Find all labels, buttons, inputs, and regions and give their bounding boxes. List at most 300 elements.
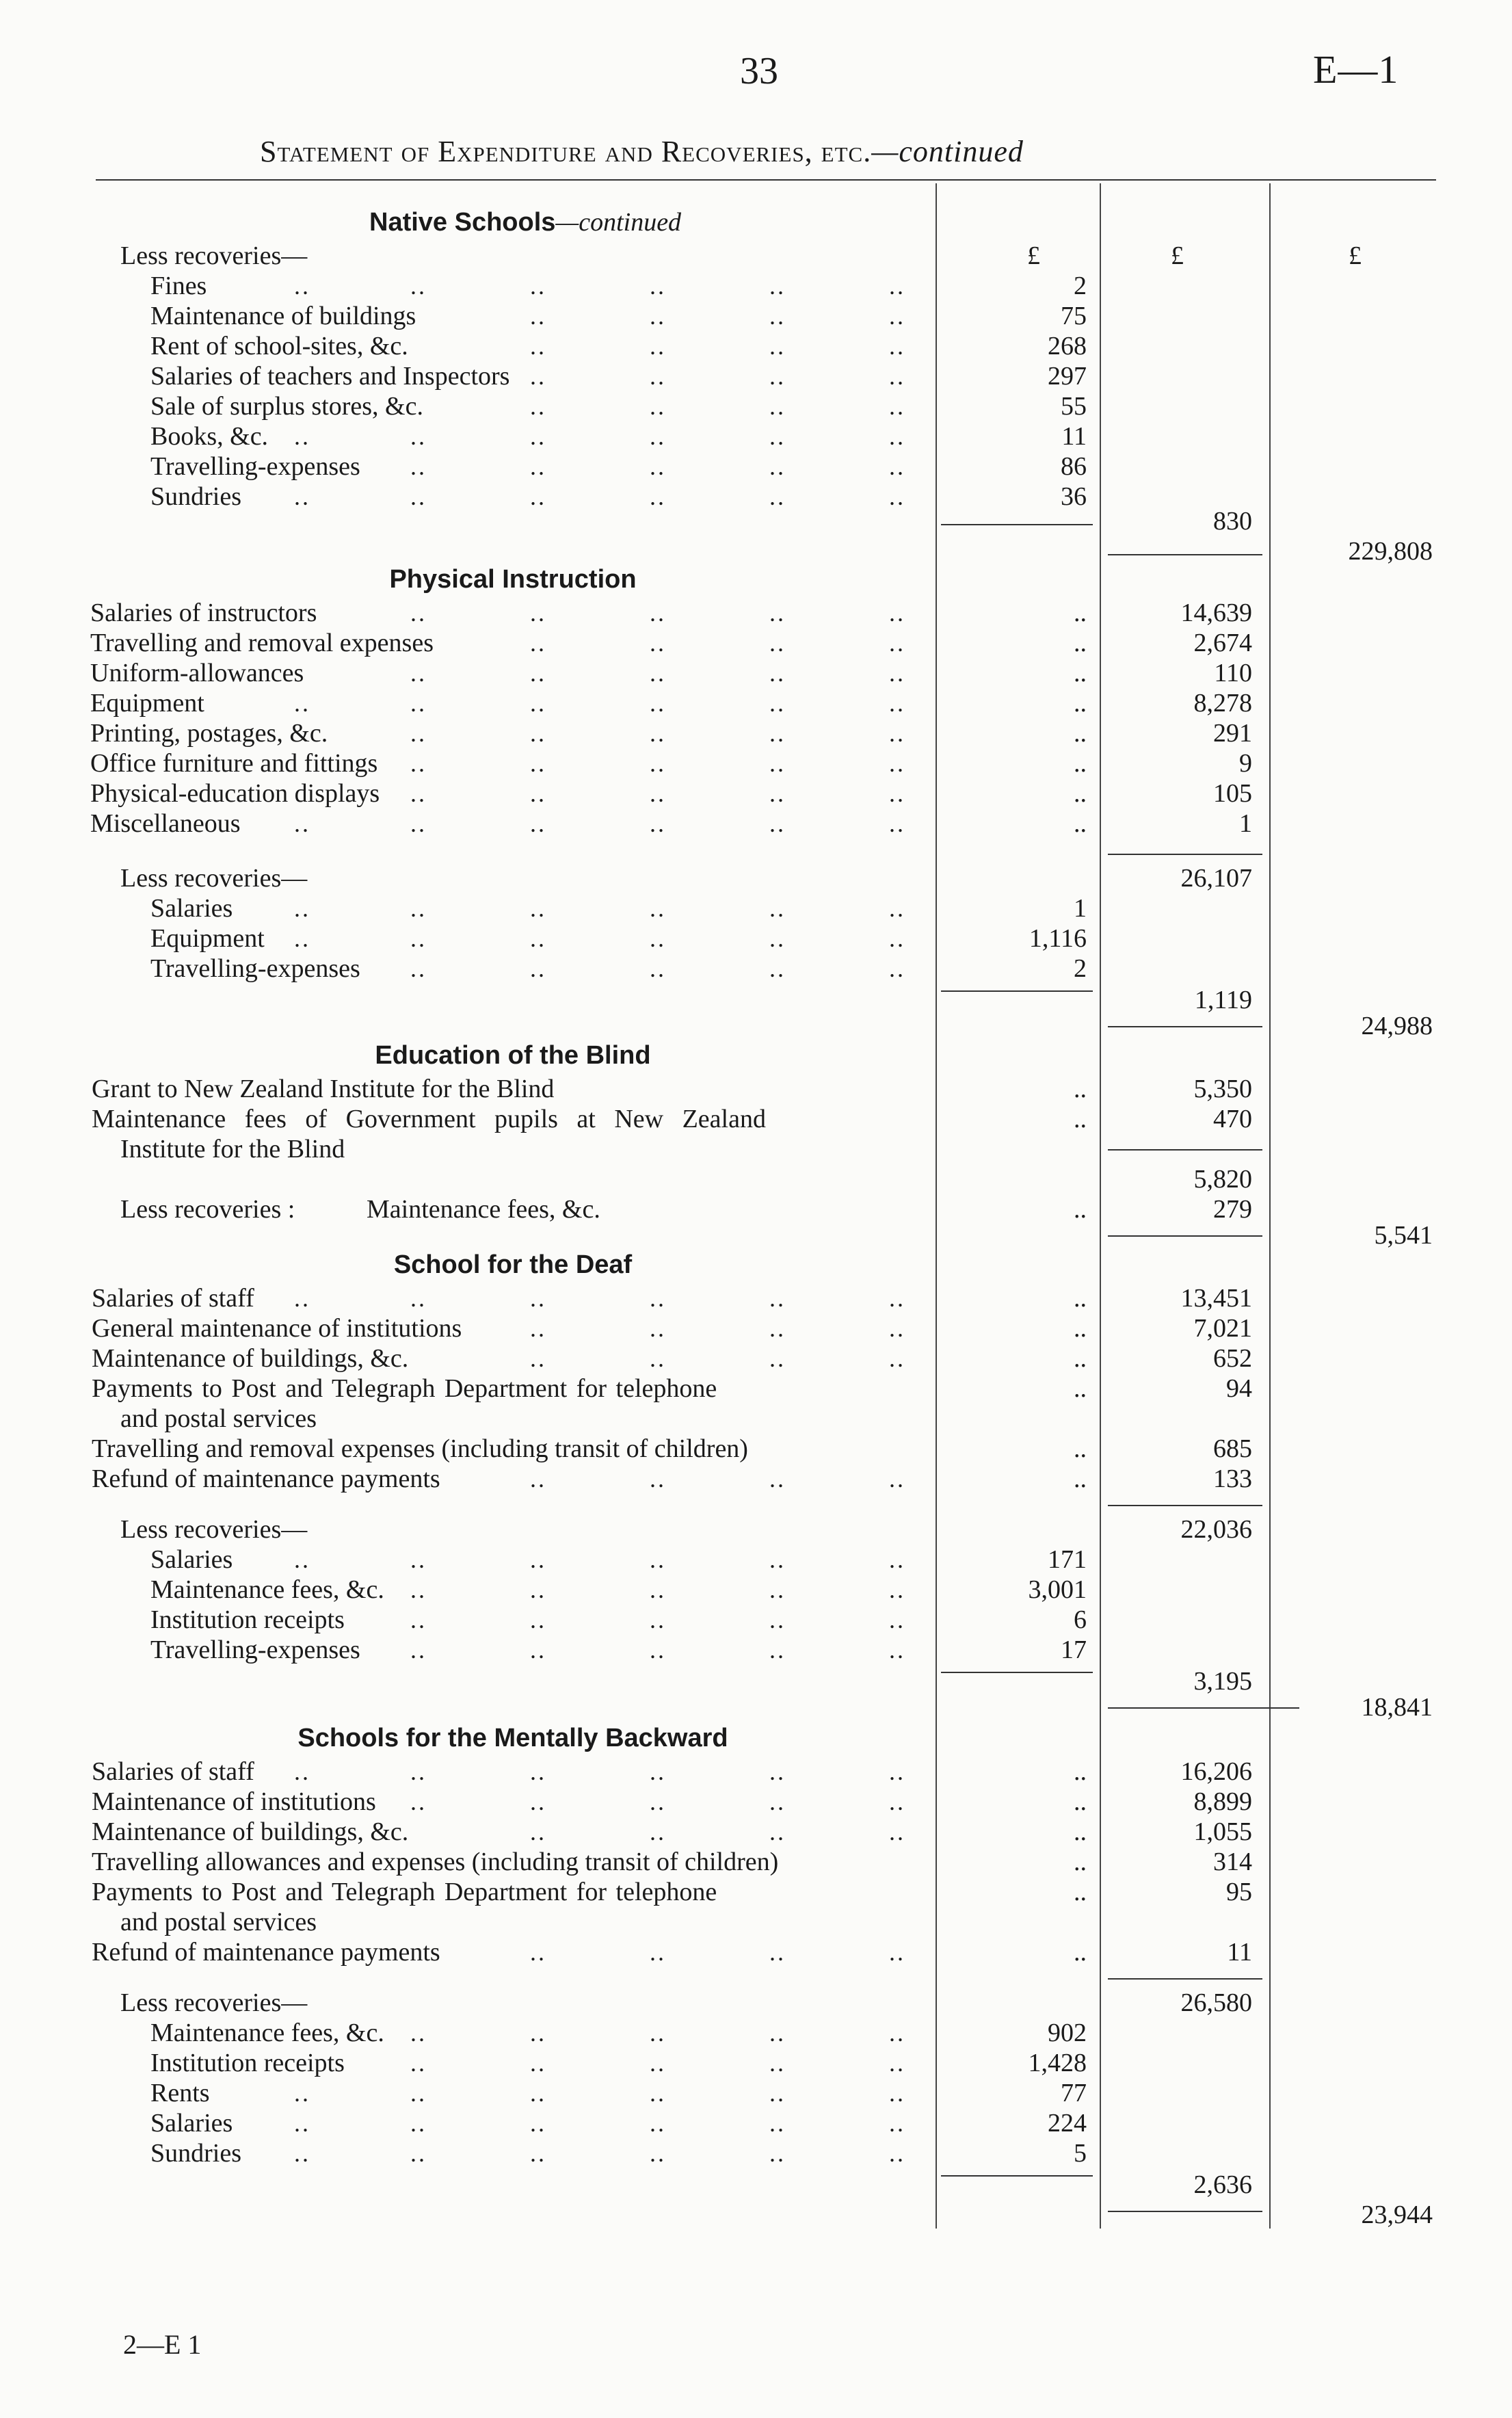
- table-row: [0, 1907, 1512, 1937]
- leader-dot: ..: [769, 1345, 786, 1372]
- leader-dot: ..: [889, 393, 905, 420]
- leader-dot: ..: [889, 1818, 905, 1845]
- physical-item-value: 2,674: [1193, 629, 1252, 657]
- table-row: [0, 1434, 1512, 1464]
- leader-dot: ..: [889, 302, 905, 330]
- mental-rec-total: 2,636: [1193, 2170, 1252, 2199]
- blind-recoveries: 279: [1213, 1195, 1252, 1224]
- mental-rec-label: Institution receipts: [150, 2049, 345, 2077]
- empty-cell: ..: [1074, 629, 1087, 657]
- physical-rec-value: 2: [1074, 954, 1087, 983]
- leader-dot: ..: [294, 925, 310, 952]
- mental-rec-label: Sundries: [150, 2139, 241, 2168]
- leader-dot: ..: [889, 659, 905, 687]
- leader-dot: ..: [294, 423, 310, 450]
- blind-net-total: 5,541: [1374, 1221, 1433, 1250]
- physical-rec-value: 1: [1074, 894, 1087, 923]
- page-footer: 2—E 1: [123, 2329, 202, 2360]
- native-rec-total: 830: [1213, 507, 1252, 536]
- native-rec-value: 297: [1048, 362, 1087, 391]
- leader-dot: ..: [769, 2079, 786, 2107]
- leader-dot: ..: [769, 1758, 786, 1785]
- section-heading-native-schools: [342, 205, 889, 239]
- leader-dot: ..: [650, 2079, 666, 2107]
- blind-less-item: Maintenance fees, &c.: [367, 1195, 600, 1224]
- leader-dot: ..: [889, 2140, 905, 2167]
- leader-dots: [0, 331, 930, 361]
- leader-dot: ..: [530, 750, 546, 777]
- leader-dot: ..: [769, 955, 786, 982]
- leader-dots: [0, 893, 930, 923]
- leader-dot: ..: [889, 2049, 905, 2077]
- native-recoveries-total-row: [0, 506, 1512, 536]
- empty-cell: ..: [1074, 779, 1087, 808]
- table-row: [0, 2108, 1512, 2138]
- deaf-rec-value: 171: [1048, 1545, 1087, 1574]
- table-row: [0, 1464, 1512, 1494]
- leader-dot: ..: [650, 2019, 666, 2047]
- leader-dot: ..: [650, 1939, 666, 1966]
- leader-dot: ..: [769, 1939, 786, 1966]
- native-rec-label: Books, &c.: [150, 422, 269, 451]
- leader-dot: ..: [769, 689, 786, 717]
- physical-item-label: Salaries of instructors: [90, 599, 317, 627]
- leader-dot: ..: [530, 1606, 546, 1633]
- table-row: [0, 1134, 1512, 1164]
- table-row: [0, 1343, 1512, 1374]
- leader-dot: ..: [650, 2140, 666, 2167]
- table-row: [0, 2138, 1512, 2168]
- empty-cell: ..: [1074, 809, 1087, 838]
- empty-cell: ..: [1074, 1105, 1087, 1133]
- physical-rec-value: 1,116: [1029, 924, 1087, 953]
- leader-dot: ..: [889, 629, 905, 657]
- leader-dot: ..: [769, 332, 786, 360]
- table-row: [0, 954, 1512, 984]
- physical-rec-label: Salaries: [150, 894, 233, 923]
- leader-dot: ..: [769, 272, 786, 300]
- mental-rec-value: 224: [1048, 2109, 1087, 2138]
- leader-dot: ..: [530, 955, 546, 982]
- empty-cell: ..: [1074, 1757, 1087, 1786]
- leader-dot: ..: [889, 332, 905, 360]
- leader-dots: [0, 301, 930, 331]
- leader-dot: ..: [889, 453, 905, 480]
- mental-rec-value: 77: [1061, 2079, 1087, 2107]
- leader-dot: ..: [769, 2140, 786, 2167]
- leader-dot: ..: [769, 1636, 786, 1664]
- physical-item-value: 1: [1239, 809, 1252, 838]
- leader-dot: ..: [530, 720, 546, 747]
- table-row: [0, 688, 1512, 718]
- leader-dot: ..: [650, 659, 666, 687]
- leader-dot: ..: [650, 1546, 666, 1573]
- leader-dot: ..: [530, 689, 546, 717]
- blind-item-value: 470: [1213, 1105, 1252, 1133]
- leader-dot: ..: [650, 720, 666, 747]
- table-row: [0, 1313, 1512, 1343]
- leader-dots: [0, 2078, 930, 2108]
- empty-cell: ..: [1074, 1938, 1087, 1967]
- leader-dot: ..: [530, 2110, 546, 2137]
- leader-dot: ..: [530, 1285, 546, 1312]
- deaf-item-label: Refund of maintenance payments: [92, 1464, 440, 1493]
- physical-item-label: Uniform-allowances: [90, 659, 304, 687]
- leader-dot: ..: [650, 955, 666, 982]
- leader-dot: ..: [769, 629, 786, 657]
- leader-dot: ..: [889, 750, 905, 777]
- leader-dot: ..: [410, 955, 427, 982]
- physical-item-value: 105: [1213, 779, 1252, 808]
- leader-dot: ..: [769, 393, 786, 420]
- native-rec-label: Maintenance of buildings: [150, 302, 416, 330]
- table-row: [0, 1374, 1512, 1404]
- empty-cell: ..: [1074, 1464, 1087, 1493]
- deaf-rec-label: Institution receipts: [150, 1605, 345, 1634]
- empty-cell: ..: [1074, 1787, 1087, 1816]
- leader-dot: ..: [769, 659, 786, 687]
- leader-dot: ..: [530, 1465, 546, 1493]
- blind-item-label: Maintenance fees of Government pupils at New Zealand: [92, 1105, 766, 1133]
- empty-cell: ..: [1074, 599, 1087, 627]
- deaf-rec-value: 3,001: [1028, 1575, 1087, 1604]
- leader-dot: ..: [530, 483, 546, 510]
- mental-item-value: 11: [1227, 1938, 1252, 1967]
- leader-dot: ..: [410, 423, 427, 450]
- table-row: [0, 1635, 1512, 1665]
- table-row: [0, 1514, 1512, 1545]
- leader-dot: ..: [889, 925, 905, 952]
- table-row: [0, 598, 1512, 628]
- mental-rec-label: Salaries: [150, 2109, 233, 2138]
- table-row: [0, 718, 1512, 748]
- deaf-item-label: Maintenance of buildings, &c.: [92, 1344, 409, 1373]
- leader-dot: ..: [769, 810, 786, 837]
- mental-item-label-cont: and postal services: [120, 1908, 317, 1936]
- leader-dot: ..: [530, 780, 546, 807]
- deaf-item-value: 133: [1213, 1464, 1252, 1493]
- table-row: [0, 1545, 1512, 1575]
- leader-dot: ..: [889, 1788, 905, 1815]
- leader-dot: ..: [769, 2049, 786, 2077]
- leader-dot: ..: [294, 483, 310, 510]
- leader-dot: ..: [889, 423, 905, 450]
- physical-item-value: 9: [1239, 749, 1252, 778]
- leader-dot: ..: [410, 659, 427, 687]
- leader-dot: ..: [410, 1546, 427, 1573]
- leader-dots: [0, 2018, 930, 2048]
- physical-item-label: Office furniture and fittings: [90, 749, 378, 778]
- table-row: [0, 1817, 1512, 1847]
- sum-rule: [1108, 1149, 1262, 1151]
- empty-cell: ..: [1074, 1848, 1087, 1876]
- mental-net-row: [0, 2200, 1512, 2230]
- leader-dot: ..: [769, 780, 786, 807]
- leader-dots: [0, 1545, 930, 1575]
- physical-item-label: Printing, postages, &c.: [90, 719, 328, 748]
- blind-item-label-cont: Institute for the Blind: [120, 1135, 345, 1164]
- leader-dot: ..: [650, 599, 666, 627]
- leader-dot: ..: [889, 2079, 905, 2107]
- deaf-rec-total: 3,195: [1193, 1667, 1252, 1696]
- table-row: [0, 1074, 1512, 1104]
- leader-dot: ..: [769, 302, 786, 330]
- sum-rule: [1108, 1978, 1262, 1980]
- leader-dot: ..: [769, 453, 786, 480]
- mental-rec-label: Rents: [150, 2079, 210, 2107]
- leader-dot: ..: [530, 2049, 546, 2077]
- deaf-item-value: 652: [1213, 1344, 1252, 1373]
- leader-dot: ..: [530, 272, 546, 300]
- native-rec-value: 55: [1061, 392, 1087, 421]
- mental-item-label: Maintenance of buildings, &c.: [92, 1817, 409, 1846]
- leader-dot: ..: [650, 750, 666, 777]
- table-row: [0, 1605, 1512, 1635]
- leader-dot: ..: [650, 1285, 666, 1312]
- deaf-item-label: General maintenance of institutions: [92, 1314, 462, 1343]
- leader-dot: ..: [530, 1576, 546, 1603]
- deaf-less-label: Less recoveries—: [120, 1515, 308, 1544]
- physical-item-value: 291: [1213, 719, 1252, 748]
- deaf-item-label: Travelling and removal expenses (including transit of children): [92, 1434, 748, 1463]
- leader-dot: ..: [769, 363, 786, 390]
- leader-dot: ..: [769, 1465, 786, 1493]
- leader-dots: [0, 954, 930, 984]
- leader-dot: ..: [410, 1636, 427, 1664]
- leader-dot: ..: [410, 2110, 427, 2137]
- deaf-net-row: [0, 1692, 1512, 1722]
- leader-dot: ..: [769, 750, 786, 777]
- leader-dot: ..: [650, 1315, 666, 1342]
- native-less-label: Less recoveries—: [120, 241, 308, 270]
- leader-dot: ..: [650, 689, 666, 717]
- blind-less-label: Less recoveries :: [120, 1195, 295, 1224]
- leader-dots: [0, 451, 930, 482]
- leader-dot: ..: [530, 453, 546, 480]
- mental-rec-value: 1,428: [1028, 2049, 1087, 2077]
- leader-dots: [0, 1575, 930, 1605]
- leader-dot: ..: [410, 1285, 427, 1312]
- leader-dot: ..: [530, 2079, 546, 2107]
- table-row: [0, 1877, 1512, 1907]
- leader-dot: ..: [410, 272, 427, 300]
- native-net-total: 229,808: [1348, 537, 1433, 566]
- table-row: [0, 863, 1512, 893]
- leader-dot: ..: [889, 810, 905, 837]
- empty-cell: ..: [1074, 1195, 1087, 1224]
- leader-dot: ..: [769, 1788, 786, 1815]
- leader-dot: ..: [410, 453, 427, 480]
- leader-dot: ..: [650, 1758, 666, 1785]
- empty-cell: ..: [1074, 1284, 1087, 1313]
- pound-sign-col1: £: [1027, 241, 1040, 270]
- sum-rule: [1108, 1505, 1262, 1506]
- leader-dot: ..: [769, 1818, 786, 1845]
- leader-dot: ..: [410, 483, 427, 510]
- blind-item-label: Grant to New Zealand Institute for the Blind: [92, 1075, 555, 1103]
- mental-item-value: 95: [1226, 1878, 1252, 1906]
- mental-item-label: Maintenance of institutions: [92, 1787, 376, 1816]
- physical-item-label: Travelling and removal expenses: [90, 629, 434, 657]
- mental-item-label: Travelling allowances and expenses (including transit of children): [92, 1848, 779, 1876]
- physical-rec-label: Equipment: [150, 924, 265, 953]
- empty-cell: ..: [1074, 1817, 1087, 1846]
- empty-cell: ..: [1074, 1878, 1087, 1906]
- leader-dot: ..: [530, 810, 546, 837]
- leader-dot: ..: [530, 1546, 546, 1573]
- leader-dot: ..: [294, 895, 310, 922]
- leader-dot: ..: [530, 332, 546, 360]
- physical-less-label: Less recoveries—: [120, 864, 308, 893]
- table-row: [0, 809, 1512, 839]
- mental-item-value: 314: [1213, 1848, 1252, 1876]
- native-rec-value: 11: [1061, 422, 1087, 451]
- table-row: [0, 1847, 1512, 1877]
- mental-item-label: Refund of maintenance payments: [92, 1938, 440, 1967]
- page-number: 33: [740, 50, 778, 92]
- section-heading-physical-instruction: Physical Instruction: [389, 565, 637, 594]
- table-row: [0, 451, 1512, 482]
- leader-dot: ..: [410, 1576, 427, 1603]
- deaf-item-value: 13,451: [1180, 1284, 1252, 1313]
- leader-dot: ..: [410, 780, 427, 807]
- table-row: [0, 361, 1512, 391]
- leader-dot: ..: [650, 1818, 666, 1845]
- empty-cell: ..: [1074, 749, 1087, 778]
- leader-dots: [0, 391, 930, 421]
- leader-dot: ..: [410, 2140, 427, 2167]
- leader-dot: ..: [889, 1315, 905, 1342]
- deaf-net-total: 18,841: [1361, 1693, 1433, 1722]
- deaf-item-value: 7,021: [1193, 1314, 1252, 1343]
- statement-continued: —continued: [871, 135, 1024, 168]
- physical-net-row: [0, 1011, 1512, 1041]
- leader-dot: ..: [530, 393, 546, 420]
- table-row: [0, 778, 1512, 809]
- pound-sign-col2: £: [1171, 241, 1184, 270]
- blind-item-value: 5,350: [1193, 1075, 1252, 1103]
- leader-dots: [0, 1635, 930, 1665]
- leader-dot: ..: [769, 720, 786, 747]
- leader-dot: ..: [650, 363, 666, 390]
- leader-dot: ..: [530, 1315, 546, 1342]
- physical-item-label: Physical-education displays: [90, 779, 380, 808]
- table-row: [0, 1404, 1512, 1434]
- leader-dot: ..: [769, 423, 786, 450]
- native-rec-label: Sundries: [150, 482, 241, 511]
- leader-dot: ..: [410, 925, 427, 952]
- section-heading-school-deaf: School for the Deaf: [393, 1250, 633, 1279]
- leader-dot: ..: [769, 2110, 786, 2137]
- table-row: [0, 628, 1512, 658]
- leader-dot: ..: [410, 2079, 427, 2107]
- leader-dot: ..: [410, 720, 427, 747]
- leader-dot: ..: [889, 1546, 905, 1573]
- table-row: [0, 1575, 1512, 1605]
- leader-dot: ..: [769, 1606, 786, 1633]
- physical-rec-total: 1,119: [1194, 986, 1252, 1014]
- leader-dot: ..: [889, 1345, 905, 1372]
- table-row: [0, 1283, 1512, 1313]
- leader-dot: ..: [530, 599, 546, 627]
- table-row: [0, 1937, 1512, 1967]
- leader-dot: ..: [410, 2049, 427, 2077]
- mental-subtotal: 26,580: [1180, 1988, 1252, 2017]
- leader-dot: ..: [650, 302, 666, 330]
- section-heading-education-blind: Education of the Blind: [375, 1041, 651, 1070]
- leader-dot: ..: [650, 1606, 666, 1633]
- leader-dot: ..: [650, 2110, 666, 2137]
- empty-cell: ..: [1074, 1075, 1087, 1103]
- pound-sign-col3: £: [1349, 241, 1362, 270]
- deaf-item-label: Salaries of staff: [92, 1284, 254, 1313]
- physical-rec-label: Travelling-expenses: [150, 954, 360, 983]
- leader-dot: ..: [410, 810, 427, 837]
- deaf-item-label-cont: and postal services: [120, 1404, 317, 1433]
- leader-dot: ..: [650, 332, 666, 360]
- leader-dot: ..: [530, 925, 546, 952]
- leader-dot: ..: [410, 599, 427, 627]
- leader-dot: ..: [530, 659, 546, 687]
- leader-dot: ..: [650, 423, 666, 450]
- leader-dot: ..: [889, 2019, 905, 2047]
- native-rec-value: 2: [1074, 272, 1087, 300]
- leader-dot: ..: [410, 1606, 427, 1633]
- empty-cell: ..: [1074, 1314, 1087, 1343]
- leader-dot: ..: [530, 363, 546, 390]
- document-reference: E—1: [1313, 47, 1399, 92]
- leader-dot: ..: [410, 2019, 427, 2047]
- table-row: [0, 2018, 1512, 2048]
- native-rec-value: 268: [1048, 332, 1087, 360]
- leader-dot: ..: [769, 1576, 786, 1603]
- leader-dot: ..: [294, 810, 310, 837]
- leader-dot: ..: [530, 895, 546, 922]
- leader-dot: ..: [294, 1546, 310, 1573]
- physical-item-label: Miscellaneous: [90, 809, 241, 838]
- leader-dot: ..: [530, 1636, 546, 1664]
- mental-less-label: Less recoveries—: [120, 1988, 308, 2017]
- deaf-subtotal: 22,036: [1180, 1515, 1252, 1544]
- empty-cell: ..: [1074, 1344, 1087, 1373]
- empty-cell: ..: [1074, 689, 1087, 718]
- leader-dot: ..: [650, 1788, 666, 1815]
- leader-dot: ..: [530, 629, 546, 657]
- leader-dot: ..: [769, 1315, 786, 1342]
- native-rec-label: Sale of surplus stores, &c.: [150, 392, 423, 421]
- leader-dot: ..: [650, 810, 666, 837]
- native-title: Native Schools: [369, 208, 556, 237]
- table-row: [0, 301, 1512, 331]
- leader-dot: ..: [889, 1636, 905, 1664]
- leader-dot: ..: [530, 2019, 546, 2047]
- leader-dot: ..: [889, 1758, 905, 1785]
- leader-dots: [0, 2138, 930, 2168]
- leader-dot: ..: [889, 895, 905, 922]
- leader-dot: ..: [650, 393, 666, 420]
- leader-dot: ..: [650, 1576, 666, 1603]
- mental-rec-value: 902: [1048, 2019, 1087, 2047]
- deaf-rec-label: Travelling-expenses: [150, 1635, 360, 1664]
- physical-item-value: 8,278: [1193, 689, 1252, 718]
- blind-subtotal: 5,820: [1193, 1165, 1252, 1194]
- leader-dot: ..: [769, 925, 786, 952]
- leader-dot: ..: [650, 1465, 666, 1493]
- physical-item-label: Equipment: [90, 689, 204, 718]
- empty-cell: ..: [1074, 1374, 1087, 1403]
- blind-net-row: [0, 1220, 1512, 1250]
- native-continued: —continued: [555, 208, 682, 237]
